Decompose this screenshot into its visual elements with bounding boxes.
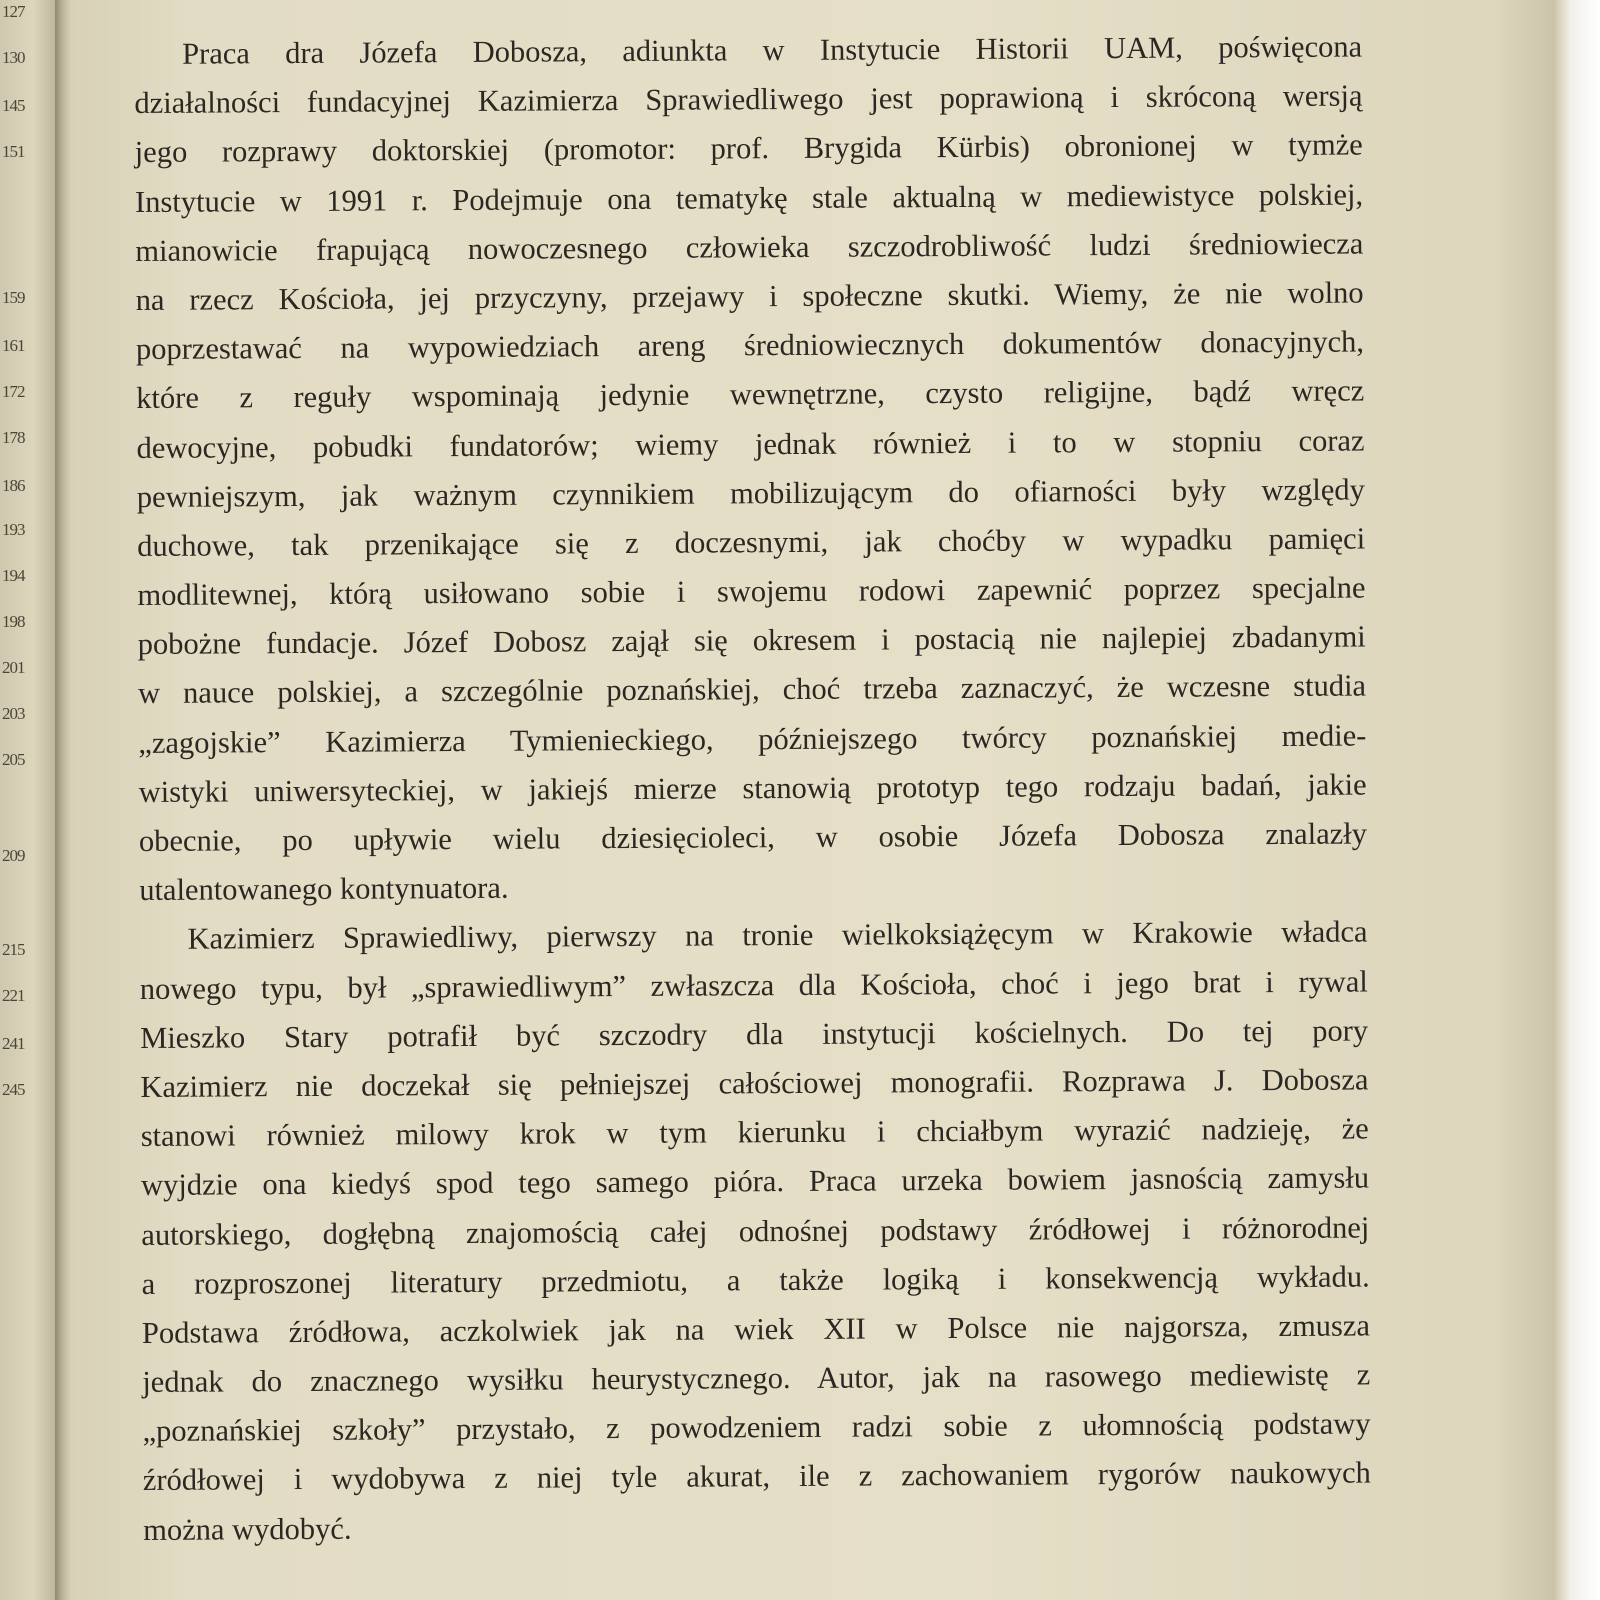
toc-page-number: 193 bbox=[2, 520, 25, 539]
toc-page-number: 198 bbox=[2, 612, 25, 631]
text-line: modlitewnej, którą usiłowano sobie i swojemu rodowi zapewnić poprzez specjalne bbox=[137, 570, 1366, 613]
text-line: Kazimierz Sprawiedliwy, pierwszy na tronie wielkoksiążęcym w Krakowie władca bbox=[187, 914, 1368, 957]
toc-page-number: 178 bbox=[2, 428, 25, 447]
text-line: autorskiego, dogłębną znajomością całej odnośnej podstawy źródłowej i różnorodnej bbox=[141, 1209, 1370, 1252]
paragraph bbox=[134, 22, 1367, 915]
text-line: mianowicie frapującą nowoczesnego człowieka szczodrobliwość ludzi średniowiecza bbox=[135, 226, 1364, 268]
text-line: duchowe, tak przenikające się z doczesnymi, jak choćby w wypadku pamięci bbox=[137, 521, 1366, 563]
toc-page-number: 130 bbox=[2, 48, 25, 67]
text-line: można wydobyć. bbox=[143, 1511, 352, 1547]
text-line: Instytucie w 1991 r. Podejmuje ona tematykę stale aktualną w mediewistyce polskiej, bbox=[134, 177, 1364, 219]
text-line: pewniejszym, jak ważnym czynnikiem mobilizującym do ofiarności były względy bbox=[136, 472, 1365, 514]
toc-page-number: 161 bbox=[2, 336, 25, 355]
text-line: stanowi również milowy krok w tym kierunku i chciałbym wyrazić nadzieję, że bbox=[140, 1111, 1369, 1154]
text-line: nowego typu, był „sprawiedliwym” zwłaszcza dla Kościoła, choć i jego brat i rywal bbox=[139, 964, 1368, 1006]
toc-page-number: 203 bbox=[2, 704, 25, 723]
toc-page-number: 159 bbox=[2, 288, 25, 307]
toc-page-number: 241 bbox=[2, 1034, 25, 1053]
text-line: dewocyjne, pobudki fundatorów; wiemy jednak również i to w stopniu coraz bbox=[136, 422, 1365, 465]
text-line: źródłowej i wydobywa z niej tyle akurat, ile z zachowaniem rygorów naukowych bbox=[142, 1455, 1371, 1498]
text-line: Kazimierz nie doczekał się pełniejszej całościowej monografii. Rozprawa J. Dobosza bbox=[140, 1062, 1369, 1104]
toc-page-number: 186 bbox=[2, 476, 25, 495]
text-line: „zagojskie” Kazimierza Tymienieckiego, późniejszego twórcy poznańskiej medie- bbox=[138, 718, 1367, 760]
body-text bbox=[134, 22, 1371, 1554]
page-edge bbox=[1555, 0, 1600, 1600]
toc-page-number: 172 bbox=[2, 382, 25, 401]
left-page-margin bbox=[0, 0, 55, 1600]
text-line: poprzestawać na wypowiedziach areng średniowiecznych dokumentów donacyjnych, bbox=[135, 324, 1365, 367]
toc-page-number: 127 bbox=[2, 2, 25, 21]
text-line: działalności fundacyjnej Kazimierza Sprawiedliwego jest poprawioną i skróconą wersją bbox=[134, 78, 1363, 121]
toc-page-number: 194 bbox=[2, 566, 25, 585]
book-gutter bbox=[55, 0, 71, 1600]
text-line: obecnie, po upływie wielu dziesięcioleci, w osobie Józefa Dobosza znalazły bbox=[138, 816, 1368, 858]
text-line: wyjdzie ona kiedyś spod tego samego pióra. Praca urzeka bowiem jasnością zamysłu bbox=[140, 1160, 1370, 1203]
toc-page-number: 245 bbox=[2, 1080, 25, 1099]
toc-page-number: 201 bbox=[2, 658, 25, 677]
text-line: jednak do znacznego wysiłku heurystycznego. Autor, jak na rasowego mediewistę z bbox=[142, 1357, 1371, 1400]
text-line: a rozproszonej literatury przedmiotu, a także logiką i konsekwencją wykładu. bbox=[141, 1259, 1370, 1301]
text-line: wistyki uniwersyteckiej, w jakiejś mierze stanowią prototyp tego rodzaju badań, jakie bbox=[138, 767, 1367, 809]
toc-page-number: 221 bbox=[2, 986, 25, 1005]
text-line: utalentowanego kontynuatora. bbox=[139, 870, 509, 908]
toc-page-number: 209 bbox=[2, 846, 25, 865]
text-line: Podstawa źródłowa, aczkolwiek jak na wiek XII w Polsce nie najgorsza, zmusza bbox=[141, 1308, 1371, 1350]
text-line: które z reguły wspominają jedynie wewnętrzne, czysto religijne, bądź wręcz bbox=[136, 373, 1365, 416]
text-line: pobożne fundacje. Józef Dobosz zajął się okresem i postacią nie najlepiej zbadanymi bbox=[137, 619, 1366, 662]
text-line: Praca dra Józefa Dobosza, adiunkta w Instytucie Historii UAM, poświęcona bbox=[182, 29, 1363, 71]
text-line: na rzecz Kościoła, jej przyczyny, przejawy i społeczne skutki. Wiemy, że nie wolno bbox=[135, 275, 1364, 317]
toc-page-number: 151 bbox=[2, 142, 25, 161]
toc-page-number: 145 bbox=[2, 96, 25, 115]
toc-page-number: 205 bbox=[2, 750, 25, 769]
text-line: w nauce polskiej, a szczególnie poznańskiej, choć trzeba zaznaczyć, że wczesne studia bbox=[137, 668, 1367, 711]
text-line: Mieszko Stary potrafił być szczodry dla instytucji kościelnych. Do tej pory bbox=[140, 1013, 1369, 1055]
text-line: jego rozprawy doktorskiej (promotor: prof. Brygida Kürbis) obronionej w tymże bbox=[134, 127, 1363, 170]
paragraph bbox=[139, 908, 1371, 1555]
toc-page-number: 215 bbox=[2, 940, 25, 959]
text-line: „poznańskiej szkoły” przystało, z powodzeniem radzi sobie z ułomnością podstawy bbox=[142, 1406, 1371, 1449]
